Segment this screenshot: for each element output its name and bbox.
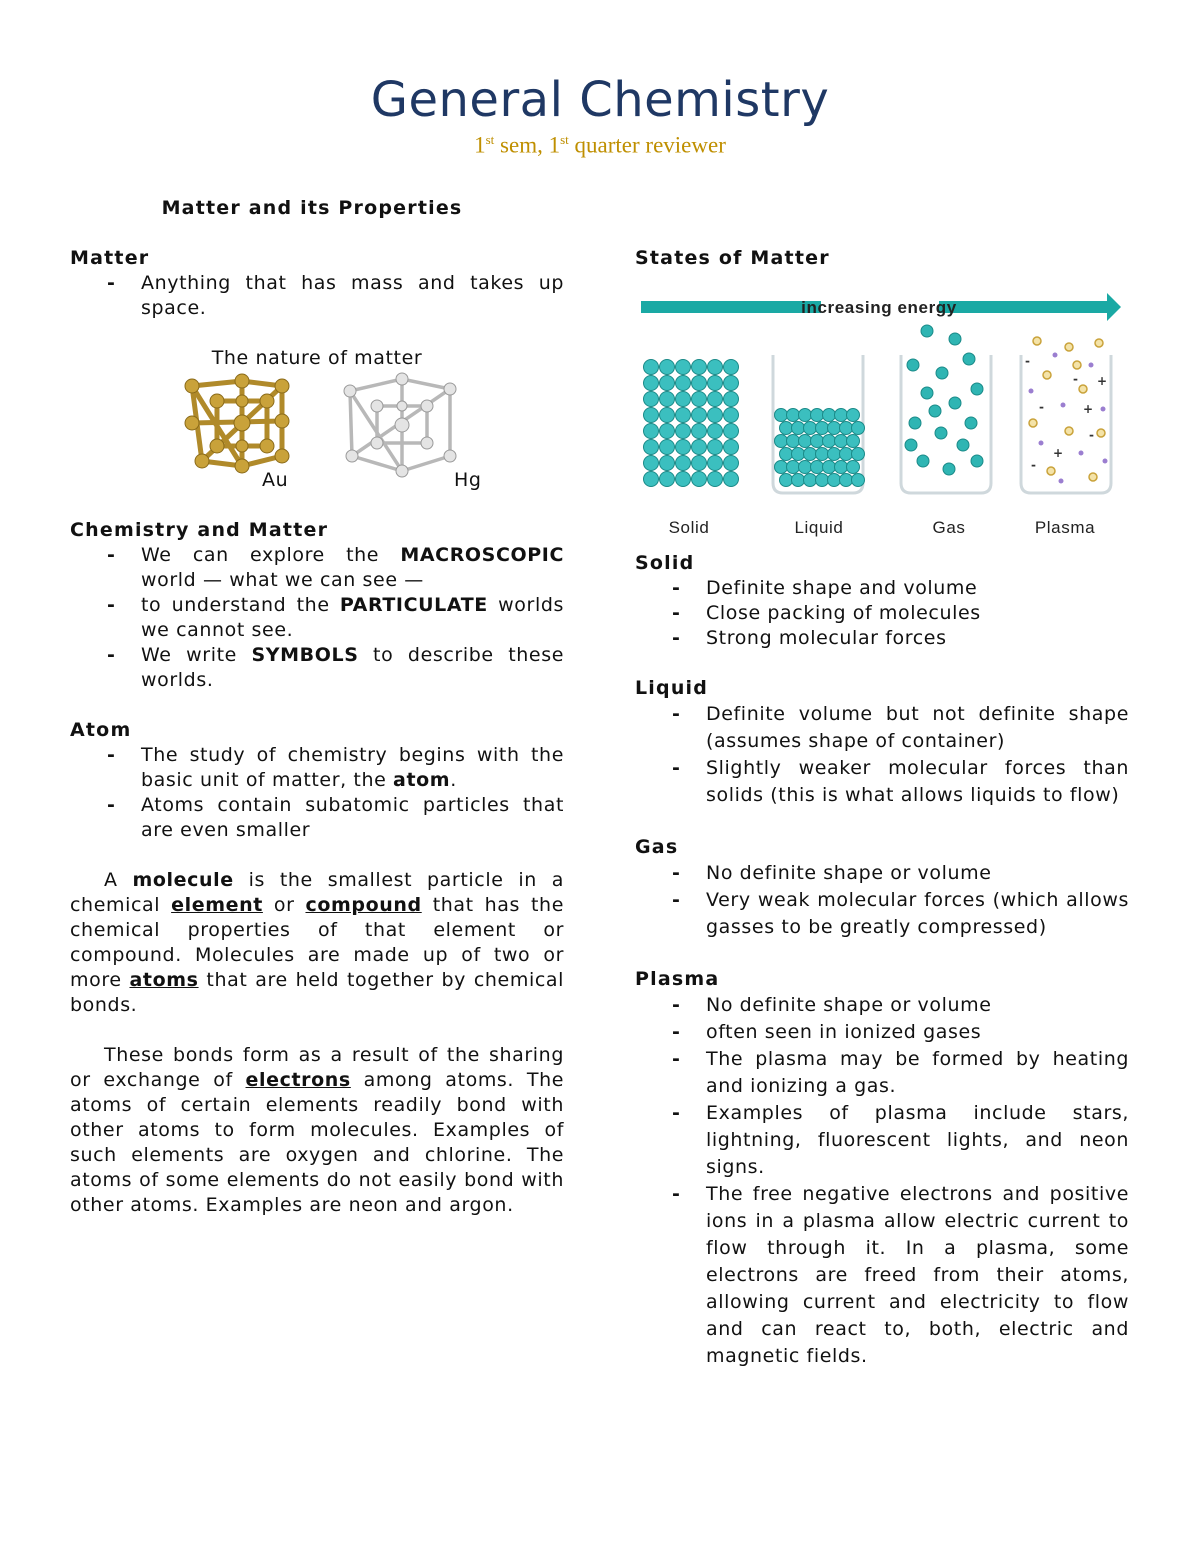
solid-particle bbox=[708, 408, 723, 423]
solid-particle bbox=[692, 392, 707, 407]
states-of-matter-diagram bbox=[637, 293, 1127, 553]
keyword: electrons bbox=[245, 1069, 351, 1091]
solid-particle bbox=[644, 472, 659, 487]
solid-particle bbox=[724, 472, 739, 487]
liquid-container bbox=[773, 355, 865, 493]
svg-text:-: - bbox=[1031, 458, 1037, 472]
keyword: element bbox=[171, 894, 263, 916]
solid-particle bbox=[692, 440, 707, 455]
liquid-particle bbox=[847, 435, 860, 448]
liquid-particle bbox=[847, 461, 860, 474]
left-column bbox=[70, 196, 564, 1218]
solid-particle bbox=[708, 456, 723, 471]
liquid-particle bbox=[811, 409, 824, 422]
liquid-particle bbox=[852, 448, 865, 461]
svg-text:+: + bbox=[1097, 374, 1108, 388]
plasma-container bbox=[1021, 337, 1111, 493]
liquid-particle bbox=[816, 448, 829, 461]
solid-particle bbox=[644, 440, 659, 455]
chemistry-matter-list bbox=[70, 543, 564, 693]
liquid-particle bbox=[780, 448, 793, 461]
liquid-particle bbox=[787, 409, 800, 422]
liquid-particle bbox=[775, 461, 788, 474]
liquid-particle bbox=[787, 461, 800, 474]
solid-particle bbox=[644, 456, 659, 471]
liquid-particle bbox=[852, 422, 865, 435]
solid-particle bbox=[724, 456, 739, 471]
solid-particle bbox=[724, 440, 739, 455]
list-item: - Atoms contain subatomic particles that are even smaller bbox=[141, 793, 564, 843]
svg-text:+: + bbox=[1053, 446, 1064, 460]
arrow-label: increasing energy bbox=[801, 298, 957, 317]
list-item: - often seen in ionized gases bbox=[706, 1019, 1129, 1046]
solid-particle bbox=[724, 424, 739, 439]
chemistry-matter-heading: Chemistry and Matter bbox=[70, 519, 329, 541]
solid-particle bbox=[660, 456, 675, 471]
gas-list bbox=[635, 860, 1129, 941]
liquid-list bbox=[635, 701, 1129, 809]
solid-particle bbox=[692, 360, 707, 375]
subtitle-text: 1 bbox=[474, 132, 486, 158]
right-column bbox=[635, 246, 1129, 1370]
plasma-list bbox=[635, 992, 1129, 1370]
liquid-particle bbox=[828, 422, 841, 435]
solid-particles bbox=[644, 360, 739, 487]
gold-crystal-image bbox=[182, 371, 302, 481]
solid-particle bbox=[676, 440, 691, 455]
liquid-particle bbox=[828, 448, 841, 461]
label-solid: Solid bbox=[668, 518, 710, 537]
keyword: atoms bbox=[129, 969, 199, 991]
svg-text:-: - bbox=[1089, 428, 1095, 442]
liquid-particle bbox=[847, 409, 860, 422]
solid-particle bbox=[724, 392, 739, 407]
solid-particle bbox=[676, 376, 691, 391]
liquid-particle bbox=[811, 435, 824, 448]
matter-list bbox=[70, 271, 564, 321]
list-item: - The study of chemistry begins with the basic unit of matter, the atom. bbox=[141, 743, 564, 793]
list-item: - We can explore the MACROSCOPIC world — what we can see — bbox=[141, 543, 564, 593]
keyword: PARTICULATE bbox=[339, 594, 488, 616]
solid-particle bbox=[644, 408, 659, 423]
solid-particle bbox=[692, 376, 707, 391]
solid-heading: Solid bbox=[635, 552, 695, 574]
solid-particle bbox=[660, 360, 675, 375]
solid-particle bbox=[660, 472, 675, 487]
liquid-particle bbox=[780, 474, 793, 487]
states-heading: States of Matter bbox=[635, 247, 830, 269]
liquid-particle bbox=[840, 474, 853, 487]
label-au: Au bbox=[262, 469, 289, 491]
keyword: atom bbox=[393, 769, 451, 791]
solid-particle bbox=[676, 408, 691, 423]
solid-particle bbox=[692, 408, 707, 423]
solid-particle bbox=[644, 376, 659, 391]
liquid-particle bbox=[823, 409, 836, 422]
liquid-particle bbox=[816, 422, 829, 435]
list-item: - Definite volume but not definite shape (assumes shape of container) bbox=[706, 701, 1129, 755]
keyword: SYMBOLS bbox=[251, 644, 359, 666]
solid-particle bbox=[676, 424, 691, 439]
matter-heading: Matter bbox=[70, 247, 150, 269]
liquid-particle bbox=[816, 474, 829, 487]
solid-particle bbox=[708, 360, 723, 375]
gas-heading: Gas bbox=[635, 836, 679, 858]
subtitle-superscript: st bbox=[560, 132, 569, 147]
svg-text:+: + bbox=[1083, 402, 1094, 416]
solid-particle bbox=[708, 376, 723, 391]
solid-particle bbox=[692, 456, 707, 471]
page-title: General Chemistry bbox=[370, 72, 830, 128]
label-plasma: Plasma bbox=[1034, 518, 1096, 537]
solid-particle bbox=[660, 440, 675, 455]
atom-heading: Atom bbox=[70, 719, 132, 741]
solid-particle bbox=[676, 392, 691, 407]
liquid-particle bbox=[823, 435, 836, 448]
solid-particle bbox=[724, 360, 739, 375]
liquid-particle bbox=[775, 435, 788, 448]
list-item: - Anything that has mass and takes up space. bbox=[141, 271, 564, 321]
solid-particle bbox=[660, 408, 675, 423]
subtitle-text: quarter reviewer bbox=[568, 132, 726, 158]
solid-particle bbox=[676, 472, 691, 487]
list-item: - Examples of plasma include stars, lightning, fluorescent lights, and neon signs. bbox=[706, 1100, 1129, 1181]
figure-caption: The nature of matter bbox=[211, 347, 423, 369]
label-liquid: Liquid bbox=[794, 518, 844, 537]
list-item: - No definite shape or volume bbox=[706, 860, 1129, 887]
list-item: - Slightly weaker molecular forces than solids (this is what allows liquids to flow) bbox=[706, 755, 1129, 809]
solid-particle bbox=[676, 360, 691, 375]
liquid-particle bbox=[835, 435, 848, 448]
solid-particle bbox=[660, 376, 675, 391]
keyword: compound bbox=[305, 894, 422, 916]
keyword: MACROSCOPIC bbox=[400, 544, 564, 566]
gas-container bbox=[901, 325, 991, 493]
liquid-particle bbox=[792, 422, 805, 435]
liquid-particle bbox=[852, 474, 865, 487]
plasma-heading: Plasma bbox=[635, 968, 720, 990]
subtitle-text: sem, 1 bbox=[494, 132, 561, 158]
liquid-heading: Liquid bbox=[635, 677, 709, 699]
liquid-particle bbox=[799, 461, 812, 474]
liquid-particle bbox=[840, 422, 853, 435]
solid-particle bbox=[708, 392, 723, 407]
solid-particle bbox=[660, 424, 675, 439]
liquid-particle bbox=[835, 409, 848, 422]
solid-particle bbox=[708, 424, 723, 439]
solid-particle bbox=[724, 408, 739, 423]
liquid-particle bbox=[787, 435, 800, 448]
liquid-particle bbox=[811, 461, 824, 474]
solid-particle bbox=[660, 392, 675, 407]
svg-text:-: - bbox=[1073, 372, 1079, 386]
solid-particle bbox=[724, 376, 739, 391]
page-subtitle bbox=[0, 132, 1200, 159]
label-gas: Gas bbox=[932, 518, 966, 537]
svg-text:-: - bbox=[1025, 354, 1031, 368]
molecule-paragraph: A molecule is the smallest particle in a chemical element or compound that has the chemical properties of that element or compound. Molecules are made up of two or more atoms that are held together by chemical bonds. bbox=[70, 869, 564, 1016]
liquid-particle bbox=[804, 448, 817, 461]
solid-particle bbox=[692, 424, 707, 439]
list-item: - The free negative electrons and positive ions in a plasma allow electric current to flow through it. In a plasma, some electrons are freed from their atoms, allowing current and electricity to flow and can react to, both, electric and magnetic fields. bbox=[706, 1181, 1129, 1370]
liquid-particle bbox=[840, 448, 853, 461]
solid-particle bbox=[644, 360, 659, 375]
bonds-paragraph: These bonds form as a result of the sharing or exchange of electrons among atoms. The atoms of certain elements readily bond with other atoms to form molecules. Examples of such elements are oxygen and chlorine. The atoms of some elements do not easily bond with other atoms. Examples are neon and argon. bbox=[70, 1044, 564, 1216]
solid-particle bbox=[644, 424, 659, 439]
list-item: - Close packing of molecules bbox=[706, 601, 1129, 626]
liquid-particle bbox=[780, 422, 793, 435]
svg-text:-: - bbox=[1039, 400, 1045, 414]
liquid-particle bbox=[799, 435, 812, 448]
section-title: Matter and its Properties bbox=[161, 197, 463, 219]
solid-particle bbox=[676, 456, 691, 471]
list-item: - Definite shape and volume bbox=[706, 576, 1129, 601]
subtitle-superscript: st bbox=[485, 132, 495, 147]
crystal-labels bbox=[70, 468, 564, 493]
liquid-particle bbox=[804, 474, 817, 487]
atom-list bbox=[70, 743, 564, 843]
solid-particle bbox=[692, 472, 707, 487]
liquid-particle bbox=[823, 461, 836, 474]
list-item: - The plasma may be formed by heating and ionizing a gas. bbox=[706, 1046, 1129, 1100]
liquid-particle bbox=[799, 409, 812, 422]
list-item: - No definite shape or volume bbox=[706, 992, 1129, 1019]
label-hg: Hg bbox=[454, 469, 482, 491]
solid-particle bbox=[708, 472, 723, 487]
liquid-particle bbox=[828, 474, 841, 487]
crystal-figure bbox=[70, 377, 564, 482]
list-item: - Strong molecular forces bbox=[706, 626, 1129, 651]
solid-particle bbox=[644, 392, 659, 407]
liquid-particle bbox=[804, 422, 817, 435]
list-item: - We write SYMBOLS to describe these worlds. bbox=[141, 643, 564, 693]
liquid-particle bbox=[775, 409, 788, 422]
list-item: - to understand the PARTICULATE worlds we cannot see. bbox=[141, 593, 564, 643]
liquid-particle bbox=[792, 448, 805, 461]
keyword: molecule bbox=[132, 869, 234, 891]
solid-list bbox=[635, 576, 1129, 651]
liquid-particle bbox=[835, 461, 848, 474]
mercury-crystal-image bbox=[342, 371, 462, 481]
solid-particle bbox=[708, 440, 723, 455]
liquid-particle bbox=[792, 474, 805, 487]
list-item: - Very weak molecular forces (which allows gasses to be greatly compressed) bbox=[706, 887, 1129, 941]
